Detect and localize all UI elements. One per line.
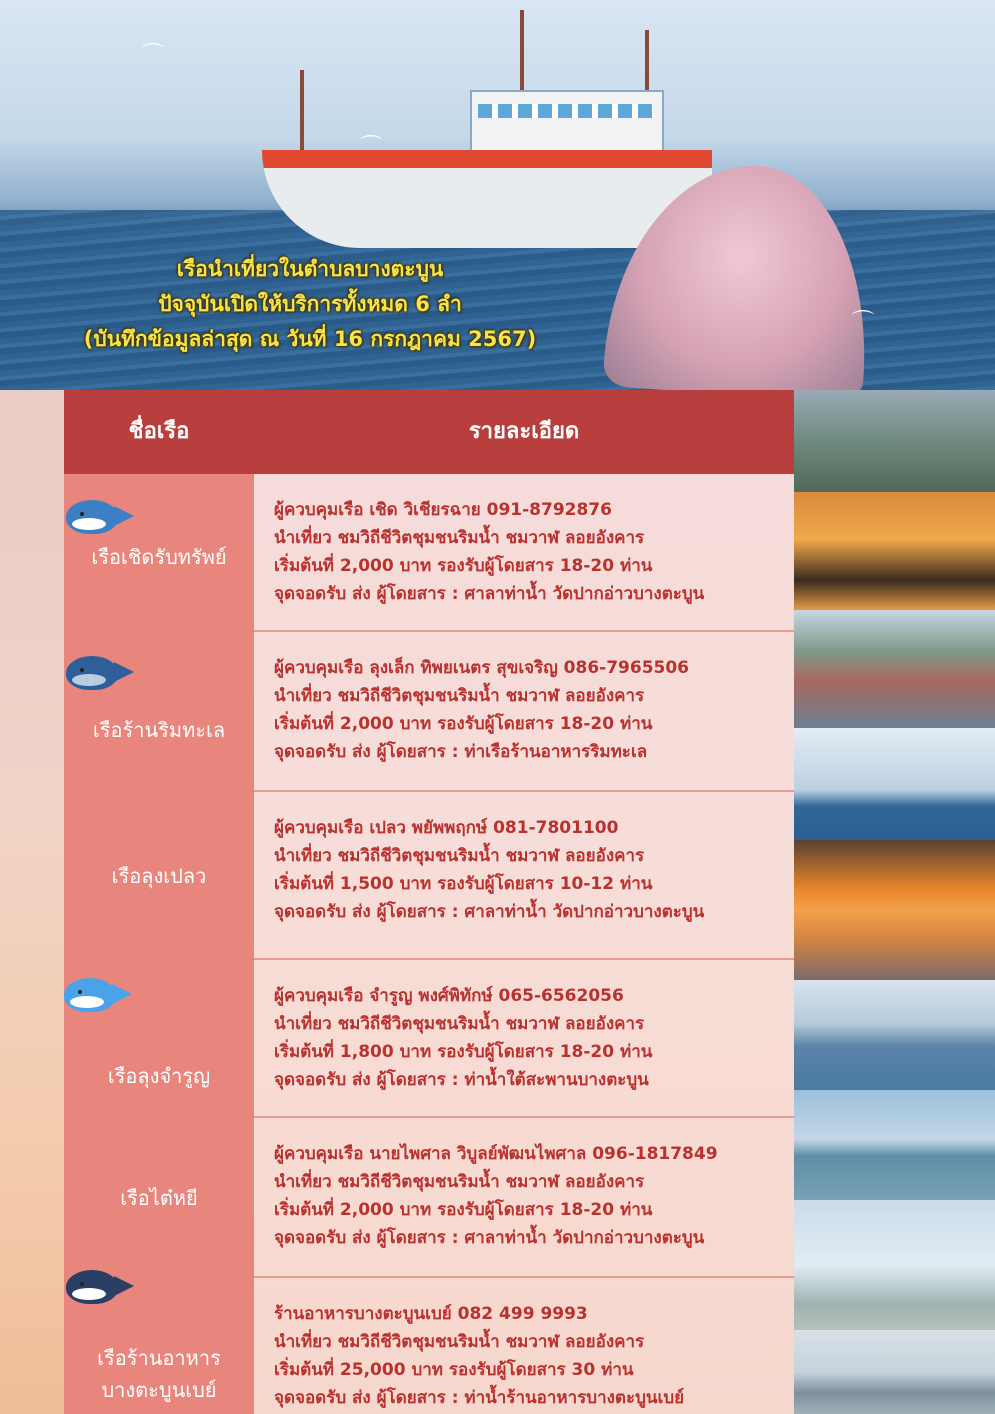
table-row <box>64 474 794 632</box>
boat-name-text: เรือลุงจำรูญ <box>107 1064 211 1088</box>
table-row <box>64 792 794 960</box>
detail-line: เริ่มต้นที่ 25,000 บาท รองรับผู้โดยสาร 30 ท่าน <box>274 1360 634 1380</box>
page-title <box>40 252 580 357</box>
detail-line: นำเที่ยว ชมวิถีชีวิตชุมชนริมน้ำ ชมวาฬ ลอยอังคาร <box>274 1172 645 1192</box>
boat-detail <box>254 960 794 1118</box>
table-row <box>64 1118 794 1278</box>
detail-line: เริ่มต้นที่ 2,000 บาท รองรับผู้โดยสาร 18-20 ท่าน <box>274 556 653 576</box>
detail-line: ผู้ควบคุมเรือ ลุงเล็ก ทิพยเนตร สุขเจริญ 086-7965506 <box>274 658 690 678</box>
detail-line: ร้านอาหารบางตะบูนเบย์ 082 499 9993 <box>274 1304 588 1324</box>
boat-table <box>64 390 794 1414</box>
table-row <box>64 960 794 1118</box>
table-row <box>64 632 794 792</box>
detail-line: ผู้ควบคุมเรือ จำรูญ พงศ์พิทักษ์ 065-6562056 <box>274 986 624 1006</box>
detail-line: ผู้ควบคุมเรือ เปลว พยัพพฤกษ์ 081-7801100 <box>274 818 619 838</box>
title-line-1: เรือนำเที่ยวในตำบลบางตะบูน <box>176 257 444 281</box>
boat-name-text: เรือร้านริมทะเล <box>92 718 226 742</box>
title-line-2: ปัจจุบันเปิดให้บริการทั้งหมด 6 ลำ <box>158 292 462 316</box>
detail-line: นำเที่ยว ชมวิถีชีวิตชุมชนริมน้ำ ชมวาฬ ลอยอังคาร <box>274 846 645 866</box>
boat-name-text: เรือไต๋หยี <box>120 1186 198 1210</box>
detail-line: ผู้ควบคุมเรือ เชิด วิเชียรฉาย 091-8792876 <box>274 500 612 520</box>
detail-line: ผู้ควบคุมเรือ นายไพศาล วิบูลย์พัฒนไพศาล 096-1817849 <box>274 1144 718 1164</box>
boat-name-text: เรือเชิดรับทรัพย์ <box>91 545 227 569</box>
aerial-temple-photo <box>794 610 995 728</box>
whale-birds-photo <box>794 980 995 1090</box>
bird-icon: ⌒ <box>852 310 875 335</box>
detail-line: จุดจอดรับ ส่ง ผู้โดยสาร : ท่าน้ำร้านอาหารบางตะบูนเบย์ <box>274 1388 685 1408</box>
bird-icon: ⌒ <box>360 135 383 160</box>
detail-line: จุดจอดรับ ส่ง ผู้โดยสาร : ท่าน้ำใต้สะพานบางตะบูน <box>274 1070 649 1090</box>
table-header <box>64 390 794 474</box>
sunset-photo <box>794 492 995 610</box>
whale-icon <box>66 492 136 536</box>
detail-line: เริ่มต้นที่ 2,000 บาท รองรับผู้โดยสาร 18-20 ท่าน <box>274 1200 653 1220</box>
hero-photo <box>0 0 995 390</box>
boat-detail <box>254 632 794 792</box>
photo-strip <box>794 390 995 1414</box>
detail-line: เริ่มต้นที่ 2,000 บาท รองรับผู้โดยสาร 18-20 ท่าน <box>274 714 653 734</box>
detail-line: นำเที่ยว ชมวิถีชีวิตชุมชนริมน้ำ ชมวาฬ ลอยอังคาร <box>274 686 645 706</box>
boat-name <box>64 792 254 960</box>
detail-line: นำเที่ยว ชมวิถีชีวิตชุมชนริมน้ำ ชมวาฬ ลอยอังคาร <box>274 528 645 548</box>
boat-mast <box>300 70 304 160</box>
boat-mast <box>520 10 524 100</box>
header-details: รายละเอียด <box>468 419 580 444</box>
boat-detail <box>254 792 794 960</box>
boat-detail <box>254 474 794 632</box>
title-line-3: (บันทึกข้อมูลล่าสุด ณ วันที่ 16 กรกฎาคม 2567) <box>83 327 537 351</box>
whale-icon <box>66 1262 136 1306</box>
sea-hut-photo <box>794 1090 995 1200</box>
boat-detail <box>254 1278 794 1414</box>
detail-line: นำเที่ยว ชมวิถีชีวิตชุมชนริมน้ำ ชมวาฬ ลอยอังคาร <box>274 1332 645 1352</box>
detail-line: จุดจอดรับ ส่ง ผู้โดยสาร : ท่าเรือร้านอาหารริมทะเล <box>274 742 648 762</box>
detail-line: จุดจอดรับ ส่ง ผู้โดยสาร : ศาลาท่าน้ำ วัดปากอ่าวบางตะบูน <box>274 1228 705 1248</box>
detail-line: จุดจอดรับ ส่ง ผู้โดยสาร : ศาลาท่าน้ำ วัดปากอ่าวบางตะบูน <box>274 902 705 922</box>
table-row <box>64 1278 794 1414</box>
detail-line: นำเที่ยว ชมวิถีชีวิตชุมชนริมน้ำ ชมวาฬ ลอยอังคาร <box>274 1014 645 1034</box>
calm-sea-photo <box>794 1330 995 1414</box>
whale-icon <box>66 648 136 692</box>
header-boat-name: ชื่อเรือ <box>128 419 190 444</box>
sunset-sea-photo <box>794 840 995 980</box>
whale-icon <box>64 970 134 1014</box>
aerial-river-photo <box>794 390 995 492</box>
detail-line: เริ่มต้นที่ 1,500 บาท รองรับผู้โดยสาร 10-12 ท่าน <box>274 874 653 894</box>
boat-name-text: เรือลุงเปลว <box>111 864 207 888</box>
detail-line: เริ่มต้นที่ 1,800 บาท รองรับผู้โดยสาร 18-20 ท่าน <box>274 1042 653 1062</box>
boat-whale-photo <box>794 728 995 840</box>
detail-line: จุดจอดรับ ส่ง ผู้โดยสาร : ศาลาท่าน้ำ วัดปากอ่าวบางตะบูน <box>274 584 705 604</box>
boat-name <box>64 1118 254 1278</box>
pier-photo <box>794 1200 995 1330</box>
boat-detail <box>254 1118 794 1278</box>
boat-name-line-1: เรือร้านอาหาร <box>97 1346 221 1370</box>
boat-name-line-2: บางตะบูนเบย์ <box>101 1378 217 1402</box>
bird-icon: ⌒ <box>142 43 165 68</box>
